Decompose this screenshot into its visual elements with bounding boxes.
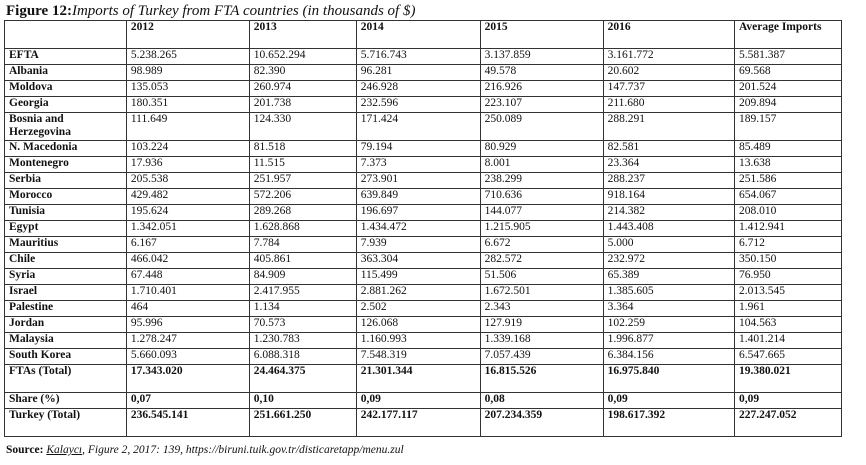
source-citation: , Figure 2, 2017: 139, https://biruni.tuik.gov.tr/disticaretapp/menu.zul <box>82 444 404 456</box>
table-cell: 5.660.093 <box>126 349 249 365</box>
table-cell: 251.957 <box>249 173 356 189</box>
table-cell: 124.330 <box>249 113 356 141</box>
table-cell: 6.712 <box>734 237 841 253</box>
table-cell: 207.234.359 <box>480 409 603 437</box>
table-row <box>5 157 842 173</box>
table-row <box>5 205 842 221</box>
table-row <box>5 81 842 97</box>
table-cell: 81.518 <box>249 141 356 157</box>
table-cell: 51.506 <box>480 269 603 285</box>
table-cell: 0,08 <box>480 393 603 409</box>
table-cell: 17.343.020 <box>126 365 249 393</box>
table-row <box>5 349 842 365</box>
table-cell: 572.206 <box>249 189 356 205</box>
table-row <box>5 189 842 205</box>
table-cell: 238.299 <box>480 173 603 189</box>
row-label: Serbia <box>5 173 127 189</box>
table-cell: 171.424 <box>356 113 480 141</box>
header-cell-2012: 2012 <box>126 21 249 49</box>
table-cell: 198.617.392 <box>603 409 734 437</box>
figure-caption: Imports of Turkey from FTA countries (in thousands of $) <box>71 3 416 19</box>
imports-table <box>4 20 842 437</box>
table-cell: 288.291 <box>603 113 734 141</box>
table-cell: 1.996.877 <box>603 333 734 349</box>
table-cell: 127.919 <box>480 317 603 333</box>
row-label: Israel <box>5 285 127 301</box>
table-cell: 180.351 <box>126 97 249 113</box>
table-cell: 6.672 <box>480 237 603 253</box>
table-cell: 289.268 <box>249 205 356 221</box>
table-cell: 1.342.051 <box>126 221 249 237</box>
table-cell: 96.281 <box>356 65 480 81</box>
table-cell: 0,09 <box>603 393 734 409</box>
table-cell: 0,10 <box>249 393 356 409</box>
table-cell: 126.068 <box>356 317 480 333</box>
header-row <box>5 21 842 49</box>
table-row <box>5 113 842 141</box>
table-cell: 135.053 <box>126 81 249 97</box>
table-cell: 6.384.156 <box>603 349 734 365</box>
table-row <box>5 333 842 349</box>
source-label: Source: <box>6 444 44 456</box>
table-cell: 7.373 <box>356 157 480 173</box>
table-cell: 6.167 <box>126 237 249 253</box>
table-cell: 1.230.783 <box>249 333 356 349</box>
header-cell-2014: 2014 <box>356 21 480 49</box>
table-row <box>5 269 842 285</box>
row-label: Albania <box>5 65 127 81</box>
table-cell: 80.929 <box>480 141 603 157</box>
table-cell: 363.304 <box>356 253 480 269</box>
row-label: Tunisia <box>5 205 127 221</box>
header-cell-country <box>5 21 127 49</box>
table-cell: 710.636 <box>480 189 603 205</box>
table-cell: 0,09 <box>734 393 841 409</box>
table-cell: 2.502 <box>356 301 480 317</box>
table-row <box>5 285 842 301</box>
table-cell: 205.538 <box>126 173 249 189</box>
table-cell: 67.448 <box>126 269 249 285</box>
table-cell: 3.161.772 <box>603 49 734 65</box>
table-cell: 11.515 <box>249 157 356 173</box>
table-cell: 6.088.318 <box>249 349 356 365</box>
source-note <box>6 444 404 456</box>
row-label: Syria <box>5 269 127 285</box>
table-cell: 350.150 <box>734 253 841 269</box>
table-cell: 7.057.439 <box>480 349 603 365</box>
table-cell: 654.067 <box>734 189 841 205</box>
table-cell: 21.301.344 <box>356 365 480 393</box>
table-cell: 17.936 <box>126 157 249 173</box>
table-cell: 189.157 <box>734 113 841 141</box>
table-cell: 288.237 <box>603 173 734 189</box>
table-cell: 0,09 <box>356 393 480 409</box>
table-cell: 223.107 <box>480 97 603 113</box>
table-cell: 115.499 <box>356 269 480 285</box>
table-cell: 201.524 <box>734 81 841 97</box>
table-cell: 2.013.545 <box>734 285 841 301</box>
row-label: EFTA <box>5 49 127 65</box>
table-cell: 6.547.665 <box>734 349 841 365</box>
table-cell: 216.926 <box>480 81 603 97</box>
table-cell: 1.339.168 <box>480 333 603 349</box>
table-cell: 19.380.021 <box>734 365 841 393</box>
row-label: Morocco <box>5 189 127 205</box>
table-cell: 214.382 <box>603 205 734 221</box>
table-cell: 76.950 <box>734 269 841 285</box>
table-cell: 23.364 <box>603 157 734 173</box>
table-cell: 69.568 <box>734 65 841 81</box>
table-row <box>5 97 842 113</box>
row-label: Jordan <box>5 317 127 333</box>
table-cell: 273.901 <box>356 173 480 189</box>
table-cell: 24.464.375 <box>249 365 356 393</box>
table-cell: 10.652.294 <box>249 49 356 65</box>
table-cell: 1.385.605 <box>603 285 734 301</box>
table-cell: 16.815.526 <box>480 365 603 393</box>
row-label: Bosnia and Herzegovina <box>5 113 127 141</box>
table-row <box>5 365 842 393</box>
header-cell-2013: 2013 <box>249 21 356 49</box>
table-row <box>5 409 842 437</box>
header-cell-2015: 2015 <box>480 21 603 49</box>
table-cell: 104.563 <box>734 317 841 333</box>
table-cell: 236.545.141 <box>126 409 249 437</box>
table-cell: 246.928 <box>356 81 480 97</box>
table-cell: 260.974 <box>249 81 356 97</box>
table-cell: 98.989 <box>126 65 249 81</box>
table-cell: 1.401.214 <box>734 333 841 349</box>
table-row <box>5 65 842 81</box>
table-cell: 405.861 <box>249 253 356 269</box>
table-row <box>5 173 842 189</box>
header-cell-average: Average Imports <box>734 21 841 49</box>
figure-title <box>6 2 415 20</box>
row-label: Palestine <box>5 301 127 317</box>
table-cell: 144.077 <box>480 205 603 221</box>
table-body <box>5 49 842 437</box>
table-cell: 85.489 <box>734 141 841 157</box>
table-row <box>5 49 842 65</box>
table-row <box>5 301 842 317</box>
table-cell: 639.849 <box>356 189 480 205</box>
table-cell: 5.716.743 <box>356 49 480 65</box>
table-cell: 196.697 <box>356 205 480 221</box>
table-cell: 49.578 <box>480 65 603 81</box>
table-cell: 95.996 <box>126 317 249 333</box>
table-cell: 429.482 <box>126 189 249 205</box>
table-cell: 250.089 <box>480 113 603 141</box>
row-label: Chile <box>5 253 127 269</box>
table-row <box>5 253 842 269</box>
table-cell: 7.784 <box>249 237 356 253</box>
table-cell: 1.672.501 <box>480 285 603 301</box>
row-label: Egypt <box>5 221 127 237</box>
table-cell: 2.343 <box>480 301 603 317</box>
table-cell: 102.259 <box>603 317 734 333</box>
table-cell: 7.548.319 <box>356 349 480 365</box>
table-cell: 1.443.408 <box>603 221 734 237</box>
table-cell: 5.238.265 <box>126 49 249 65</box>
table-cell: 227.247.052 <box>734 409 841 437</box>
table-cell: 208.010 <box>734 205 841 221</box>
table-cell: 0,07 <box>126 393 249 409</box>
table-cell: 20.602 <box>603 65 734 81</box>
table-row <box>5 141 842 157</box>
row-label: Georgia <box>5 97 127 113</box>
table-cell: 70.573 <box>249 317 356 333</box>
table-cell: 1.961 <box>734 301 841 317</box>
row-label: Mauritius <box>5 237 127 253</box>
table-cell: 1.278.247 <box>126 333 249 349</box>
table-row <box>5 221 842 237</box>
row-label: Share (%) <box>5 393 127 409</box>
table-cell: 1.710.401 <box>126 285 249 301</box>
table-cell: 464 <box>126 301 249 317</box>
table-row <box>5 317 842 333</box>
table-cell: 8.001 <box>480 157 603 173</box>
row-label: Moldova <box>5 81 127 97</box>
row-label: South Korea <box>5 349 127 365</box>
table-cell: 82.390 <box>249 65 356 81</box>
row-label: Turkey (Total) <box>5 409 127 437</box>
table-cell: 111.649 <box>126 113 249 141</box>
table-cell: 1.160.993 <box>356 333 480 349</box>
table-cell: 1.215.905 <box>480 221 603 237</box>
table-cell: 79.194 <box>356 141 480 157</box>
table-cell: 82.581 <box>603 141 734 157</box>
table-cell: 251.586 <box>734 173 841 189</box>
table-cell: 242.177.117 <box>356 409 480 437</box>
table-cell: 103.224 <box>126 141 249 157</box>
table-cell: 466.042 <box>126 253 249 269</box>
figure-label: Figure 12: <box>6 3 72 19</box>
header-cell-2016: 2016 <box>603 21 734 49</box>
table-cell: 232.972 <box>603 253 734 269</box>
table-row <box>5 237 842 253</box>
row-label: N. Macedonia <box>5 141 127 157</box>
row-label: Malaysia <box>5 333 127 349</box>
table-cell: 201.738 <box>249 97 356 113</box>
table-cell: 1.412.941 <box>734 221 841 237</box>
table-cell: 84.909 <box>249 269 356 285</box>
table-cell: 5.000 <box>603 237 734 253</box>
table-cell: 1.134 <box>249 301 356 317</box>
table-cell: 232.596 <box>356 97 480 113</box>
table-cell: 1.628.868 <box>249 221 356 237</box>
table-cell: 2.881.262 <box>356 285 480 301</box>
table-cell: 282.572 <box>480 253 603 269</box>
table-cell: 918.164 <box>603 189 734 205</box>
table-cell: 211.680 <box>603 97 734 113</box>
row-label: Montenegro <box>5 157 127 173</box>
table-cell: 65.389 <box>603 269 734 285</box>
table-cell: 2.417.955 <box>249 285 356 301</box>
table-cell: 7.939 <box>356 237 480 253</box>
table-cell: 3.364 <box>603 301 734 317</box>
table-cell: 3.137.859 <box>480 49 603 65</box>
table-cell: 16.975.840 <box>603 365 734 393</box>
table-cell: 251.661.250 <box>249 409 356 437</box>
table-cell: 13.638 <box>734 157 841 173</box>
table-cell: 147.737 <box>603 81 734 97</box>
table-row <box>5 393 842 409</box>
table-cell: 195.624 <box>126 205 249 221</box>
table-cell: 5.581.387 <box>734 49 841 65</box>
row-label: FTAs (Total) <box>5 365 127 393</box>
table-cell: 209.894 <box>734 97 841 113</box>
table-cell: 1.434.472 <box>356 221 480 237</box>
source-author: Kalaycı <box>46 444 83 456</box>
